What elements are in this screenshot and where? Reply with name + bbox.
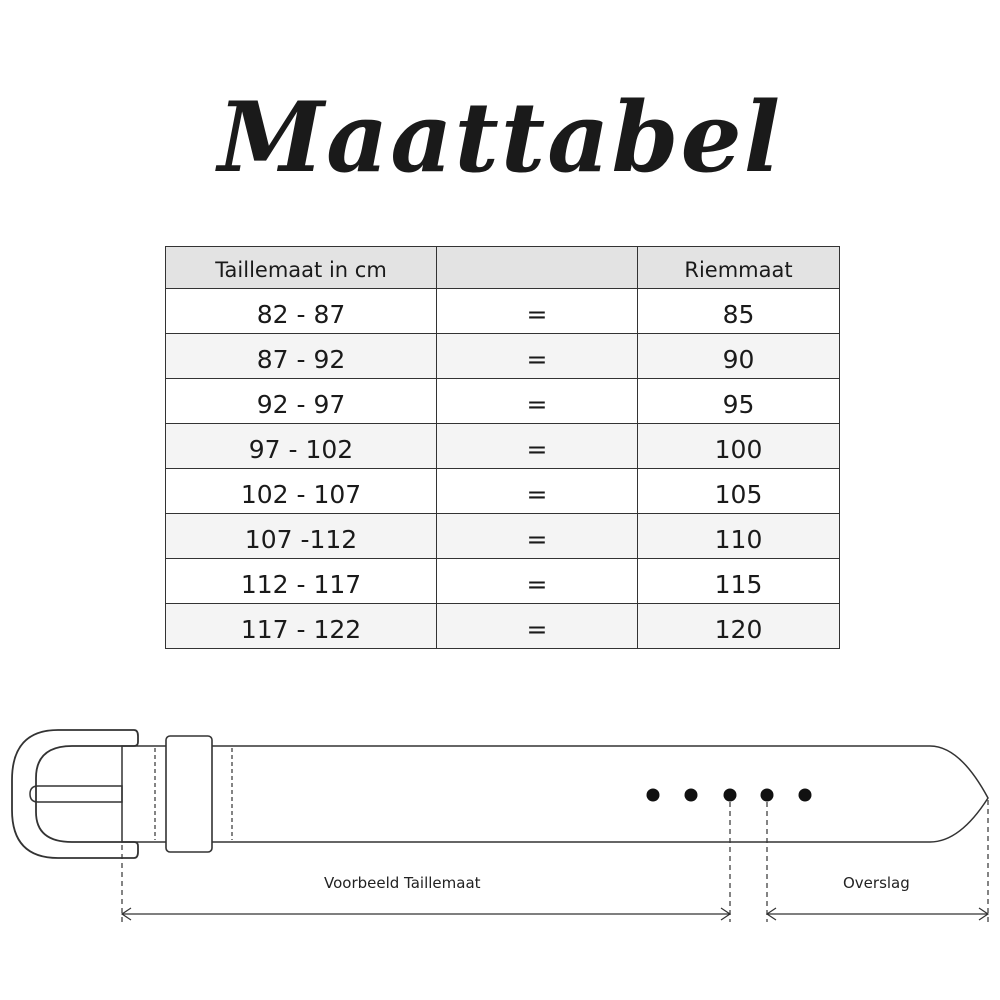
table-row [166,469,840,514]
waist-cell: 107 -112 [166,514,437,559]
belt-size-cell: 95 [638,379,840,424]
header-waist: Taillemaat in cm [166,247,437,289]
belt-diagram [0,700,1000,940]
belt-strap [122,746,988,842]
equals-cell: = [437,334,638,379]
belt-hole [799,789,812,802]
table-row [166,604,840,649]
table-row [166,514,840,559]
label-overlap: Overslag [843,874,910,892]
table-row [166,289,840,334]
waist-cell: 82 - 87 [166,289,437,334]
equals-cell: = [437,604,638,649]
header-empty [437,247,638,289]
table-row [166,334,840,379]
header-belt-size: Riemmaat [638,247,840,289]
waist-cell: 97 - 102 [166,424,437,469]
belt-size-cell: 90 [638,334,840,379]
belt-size-cell: 120 [638,604,840,649]
belt-size-cell: 105 [638,469,840,514]
belt-size-cell: 115 [638,559,840,604]
equals-cell: = [437,424,638,469]
waist-cell: 112 - 117 [166,559,437,604]
belt-hole [685,789,698,802]
size-table [165,246,840,649]
page-title: Maattabel [217,81,783,194]
table-row [166,559,840,604]
belt-size-cell: 85 [638,289,840,334]
waist-cell: 117 - 122 [166,604,437,649]
belt-hole [761,789,774,802]
waist-cell: 87 - 92 [166,334,437,379]
table-row [166,424,840,469]
belt-size-cell: 100 [638,424,840,469]
dimension-arrow-waist [122,908,730,920]
equals-cell: = [437,379,638,424]
table-row [166,379,840,424]
equals-cell: = [437,289,638,334]
belt-hole [647,789,660,802]
table-header-row [166,247,840,289]
label-example-waist: Voorbeeld Taillemaat [324,874,481,892]
waist-cell: 92 - 97 [166,379,437,424]
equals-cell: = [437,559,638,604]
belt-hole [724,789,737,802]
dimension-arrow-overlap [767,908,988,920]
equals-cell: = [437,514,638,559]
belt-size-cell: 110 [638,514,840,559]
buckle-frame [12,730,138,858]
waist-cell: 102 - 107 [166,469,437,514]
buckle-prong [30,786,122,802]
equals-cell: = [437,469,638,514]
belt-loop [166,736,212,852]
